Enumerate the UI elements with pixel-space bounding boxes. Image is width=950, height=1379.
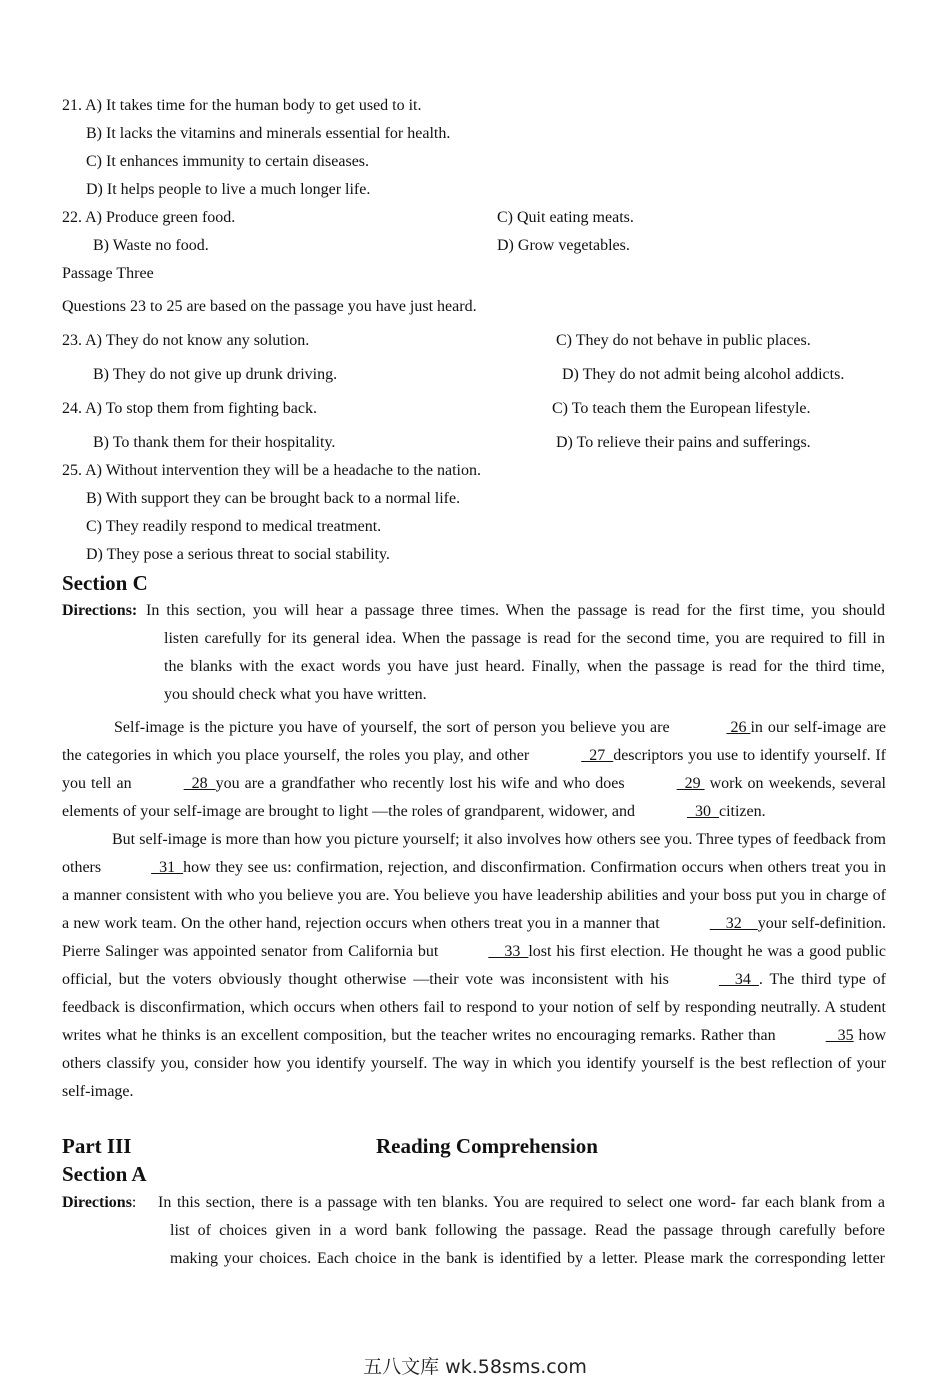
q21-option-a [62,96,422,116]
q24-option-c: C) To teach them the European lifestyle. [552,400,811,417]
part-iii-label: Part III [62,1134,132,1158]
p2-text-4: lost his first election. He thought he was a good public official, but the voters obviously thought otherwise —their vote was inconsistent with his [62,943,887,988]
q21-option-d: D) It helps people to live a much longer life. [86,181,371,198]
q24-option-a: 24. A) To stop them from fighting back. [62,400,317,417]
q25-option-d: D) They pose a serious threat to social stability. [86,546,390,563]
q25-option-b: B) With support they can be brought back to a normal life. [86,490,461,507]
passage-three-intro: Questions 23 to 25 are based on the passage you have just heard. [62,298,477,315]
directions-label-text-a: Directions [62,1194,132,1211]
blank-32[interactable]: 32 [709,915,758,932]
blank-34[interactable]: 34 [718,971,759,988]
section-a-directions-line1: In this section, there is a passage with ten blanks. You are required to select one word- far each blank from a [158,1194,885,1211]
q24-option-b: B) To thank them for their hospitality. [93,434,336,451]
section-a-directions-line2: list of choices given in a word bank following the passage. Read the passage through carefully before [170,1222,885,1239]
p1-text-4: you are a grandfather who recently lost his wife and who does [215,775,625,792]
directions-label-text: Directions: [62,602,138,619]
q22-option-a: 22. A) Produce green food. [62,209,236,226]
section-c-directions-line2: listen carefully for its general idea. When the passage is read for the second time, you are required to fill in [164,630,885,647]
q22-option-c: C) Quit eating meats. [497,209,634,226]
p2-text-5: . The third type of feedback is disconfirmation, which occurs when others fail to respond to your notion of self by responding neutrally. A student writes what he thinks is an excellent composition, but the teacher writes no encouraging remarks. Rather than [62,971,887,1044]
q22-option-d: D) Grow vegetables. [497,237,630,254]
passage-paragraph-1 [62,714,886,826]
blank-27[interactable]: 27 [581,747,614,764]
q22-option-b: B) Waste no food. [93,237,209,254]
section-c-directions-line4: you should check what you have written. [164,686,427,703]
blank-35[interactable]: 35 [825,1027,854,1044]
blank-31[interactable]: 31 [151,859,184,876]
section-c-directions-line3: the blanks with the exact words you have just heard. Finally, when the passage is read for the third time, [164,658,885,675]
q21-a-text: A) It takes time for the human body to get used to it. [85,97,422,114]
q25-option-c: C) They readily respond to medical treatment. [86,518,382,535]
blank-26[interactable]: 26 [726,719,751,736]
blank-33[interactable]: 33 [488,943,529,960]
q23-option-c: C) They do not behave in public places. [556,332,811,349]
q21-option-c: C) It enhances immunity to certain diseases. [86,153,370,170]
footer-watermark: 五八文库 wk.58sms.com [363,1356,587,1378]
section-c-directions-label [62,601,137,621]
section-a-directions-label [62,1193,136,1213]
passage-three-title: Passage Three [62,265,154,282]
section-c-heading: Section C [62,571,148,595]
directions-colon: : [131,1194,137,1211]
q23-option-a: 23. A) They do not know any solution. [62,332,310,349]
p2-text-2: how they see us: confirmation, rejection, and disconfirmation. Confirmation occurs when others treat you in a manner consistent with who you believe you are. You believe you have leadership abilities and your boss put you in charge of a new work team. On the other hand, rejection occurs when others treat you in a manner that [62,859,886,932]
p1-text-6: citizen. [718,803,766,820]
blank-29[interactable]: 29 [676,775,705,792]
section-a-heading: Section A [62,1162,147,1186]
part-iii-title: Reading Comprehension [376,1134,598,1158]
p1-text-1: Self-image is the picture you have of yourself, the sort of person you believe you are [114,719,675,736]
q23-option-d: D) They do not admit being alcohol addicts. [562,366,845,383]
blank-28[interactable]: 28 [183,775,216,792]
q21-number: 21. [62,97,82,114]
q24-option-d: D) To relieve their pains and sufferings. [556,434,811,451]
p2-text-3: your self-definition. Pierre Salinger was appointed senator from California but [62,915,887,960]
p1-text-5: work on weekends, several elements of your self-image are brought to light —the roles of grandparent, widower, and [62,775,886,820]
q23-option-b: B) They do not give up drunk driving. [93,366,338,383]
p2-text-6: how others classify you, consider how you identify yourself. The way in which you identify yourself is the best reflection of your self-image. [62,1027,886,1100]
p1-text-3: descriptors you use to identify yourself. If you tell an [62,747,887,792]
section-c-directions-line1: In this section, you will hear a passage three times. When the passage is read for the first time, you should [146,602,885,619]
q25-option-a: 25. A) Without intervention they will be a headache to the nation. [62,462,481,479]
blank-30[interactable]: 30 [686,803,719,820]
p2-text-1: But self-image is more than how you picture yourself; it also involves how others see you. Three types of feedback from others [62,831,886,876]
p1-text-2: in our self-image are the categories in which you place yourself, the roles you play, and other [62,719,886,764]
section-a-directions-line3: making your choices. Each choice in the bank is identified by a letter. Please mark the corresponding letter [170,1250,885,1267]
passage-paragraph-2 [62,826,886,1106]
q21-option-b: B) It lacks the vitamins and minerals essential for health. [86,125,451,142]
